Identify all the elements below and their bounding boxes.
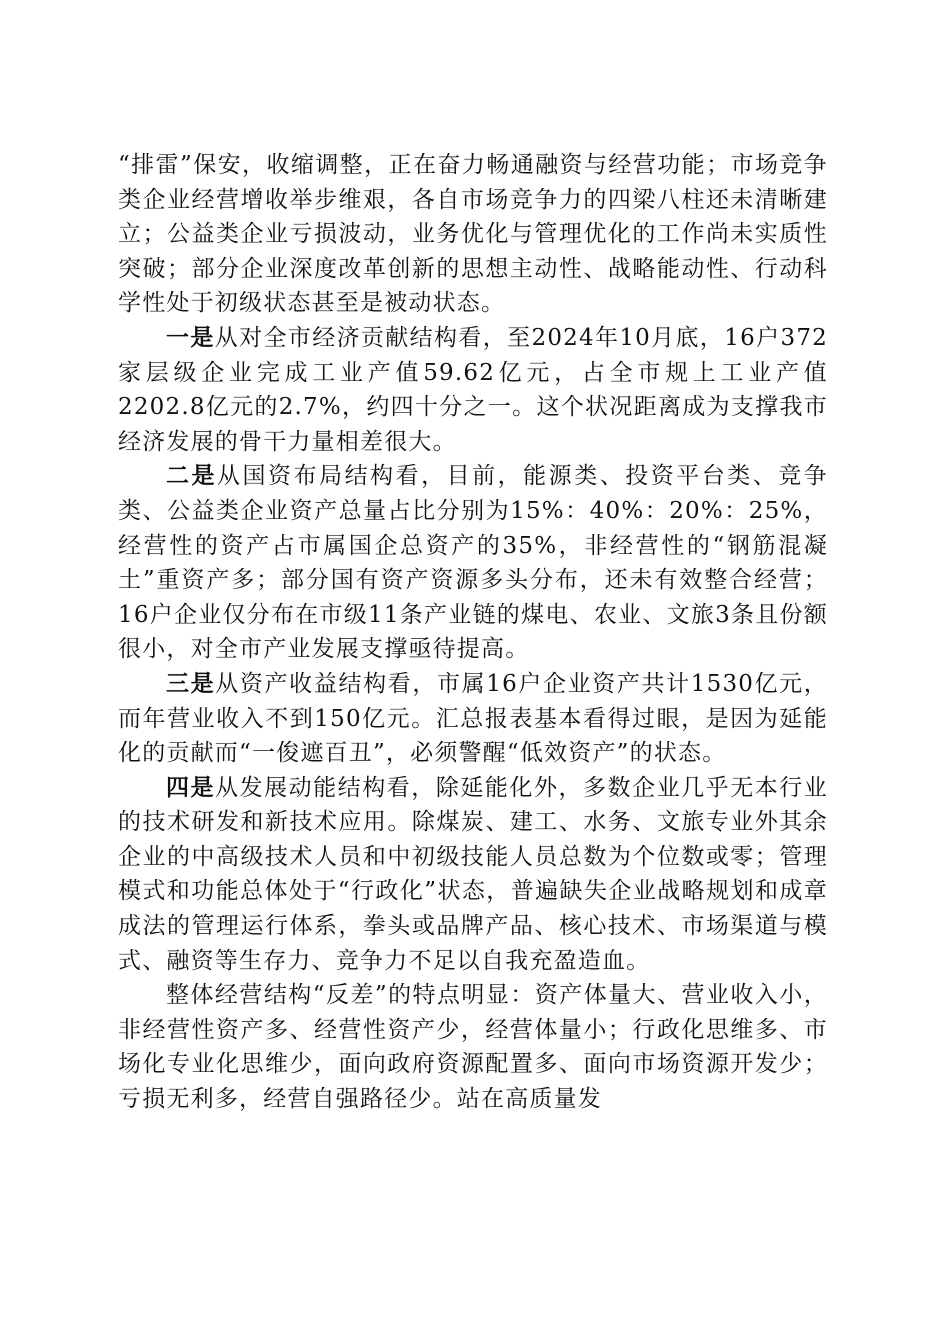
paragraph-text: “排雷”保安，收缩调整，正在奋力畅通融资与经营功能；市场竞争类企业经营增收举步维艰，各自市场竞争力的四梁八柱还未清晰建立；公益类企业亏损波动，业务优化与管理优化的工作尚未实质性突破；部分企业深度改革创新的思想主动性、战略能动性、行动科学性处于初级状态甚至是被动状态。 — [118, 152, 828, 317]
paragraph-text: 从国资布局结构看，目前，能源类、投资平台类、竞争类、公益类企业资产总量占比分别为15%：40%：20%：25%，经营性的资产占市属国企总资产的35%，非经营性的“钢筋混凝土”重资产多；部分国有资产资源多头分布，还未有效整合经营；16户企业仅分布在市级11条产业链的煤电、农业、文旅3条且份额很小，对全市产业发展支撑亟待提高。 — [118, 463, 828, 663]
document-page — [118, 148, 828, 1117]
paragraph-point-one — [118, 321, 828, 459]
paragraph-point-four — [118, 771, 828, 979]
paragraph-lead: 四是 — [166, 773, 216, 801]
paragraph-text: 从发展动能结构看，除延能化外，多数企业几乎无本行业的技术研发和新技术应用。除煤炭、建工、水务、文旅专业外其余企业的中高级技术人员和中初级技能人员总数为个位数或零；管理模式和功能总体处于“行政化”状态，普遍缺失企业战略规划和成章成法的管理运行体系，拳头或品牌产品、核心技术、市场渠道与模式、融资等生存力、竞争力不足以自我充盈造血。 — [118, 774, 828, 974]
paragraph-text: 从对全市经济贡献结构看，至2024年10月底，16户372家层级企业完成工业产值59.62亿元，占全市规上工业产值2202.8亿元的2.7%，约四十分之一。这个状况距离成为支撑我市经济发展的骨干力量相差很大。 — [118, 324, 828, 455]
paragraph-summary — [118, 978, 828, 1116]
paragraph-lead: 三是 — [166, 669, 216, 697]
paragraph-text: 整体经营结构“反差”的特点明显：资产体量大、营业收入小，非经营性资产多、经营性资产少，经营体量小；行政化思维多、市场化专业化思维少，面向政府资源配置多、面向市场资源开发少；亏损无利多，经营自强路径少。站在高质量发 — [118, 982, 828, 1113]
paragraph-lead: 一是 — [166, 323, 215, 351]
paragraph-text: 从资产收益结构看，市属16户企业资产共计1530亿元，而年营业收入不到150亿元。汇总报表基本看得过眼，是因为延能化的贡献而“一俊遮百丑”，必须警醒“低效资产”的状态。 — [118, 670, 829, 767]
paragraph-continuation — [118, 148, 828, 321]
paragraph-point-two — [118, 459, 828, 667]
paragraph-lead: 二是 — [166, 462, 218, 490]
paragraph-point-three — [118, 667, 828, 771]
